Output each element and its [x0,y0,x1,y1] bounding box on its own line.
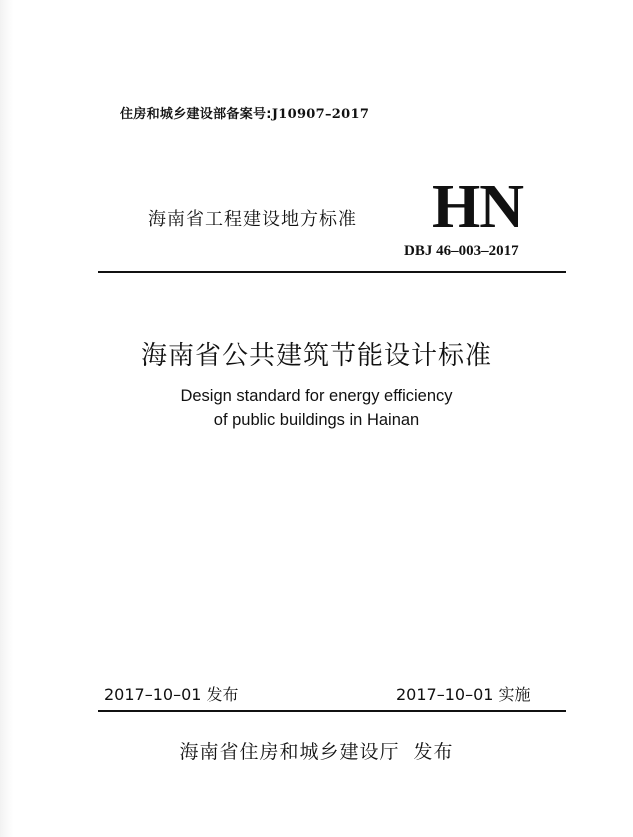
document-title-zh: 海南省公共建筑节能设计标准 [140,341,492,371]
implementation-date: 2017–10–01 实施 [396,685,531,704]
record-number [120,103,369,122]
footer-divider [98,710,566,712]
standard-code: DBJ 46–003–2017 [404,243,519,259]
issue-date: 2017–10–01 发布 [104,685,239,704]
record-number-label: 住房和城乡建设部备案号: [120,107,272,122]
header-divider [98,271,566,273]
standard-category: 海南省工程建设地方标准 [148,209,357,230]
standard-abbreviation-logo: HN [432,173,523,241]
title-en-line-2: of public buildings in Hainan [213,411,420,429]
title-en-line-1: Design standard for energy efficiency [180,387,453,405]
publisher: 海南省住房和城乡建设厅 发布 [179,741,454,763]
document-title-en [0,384,633,432]
record-number-value: J10907–2017 [271,107,370,122]
